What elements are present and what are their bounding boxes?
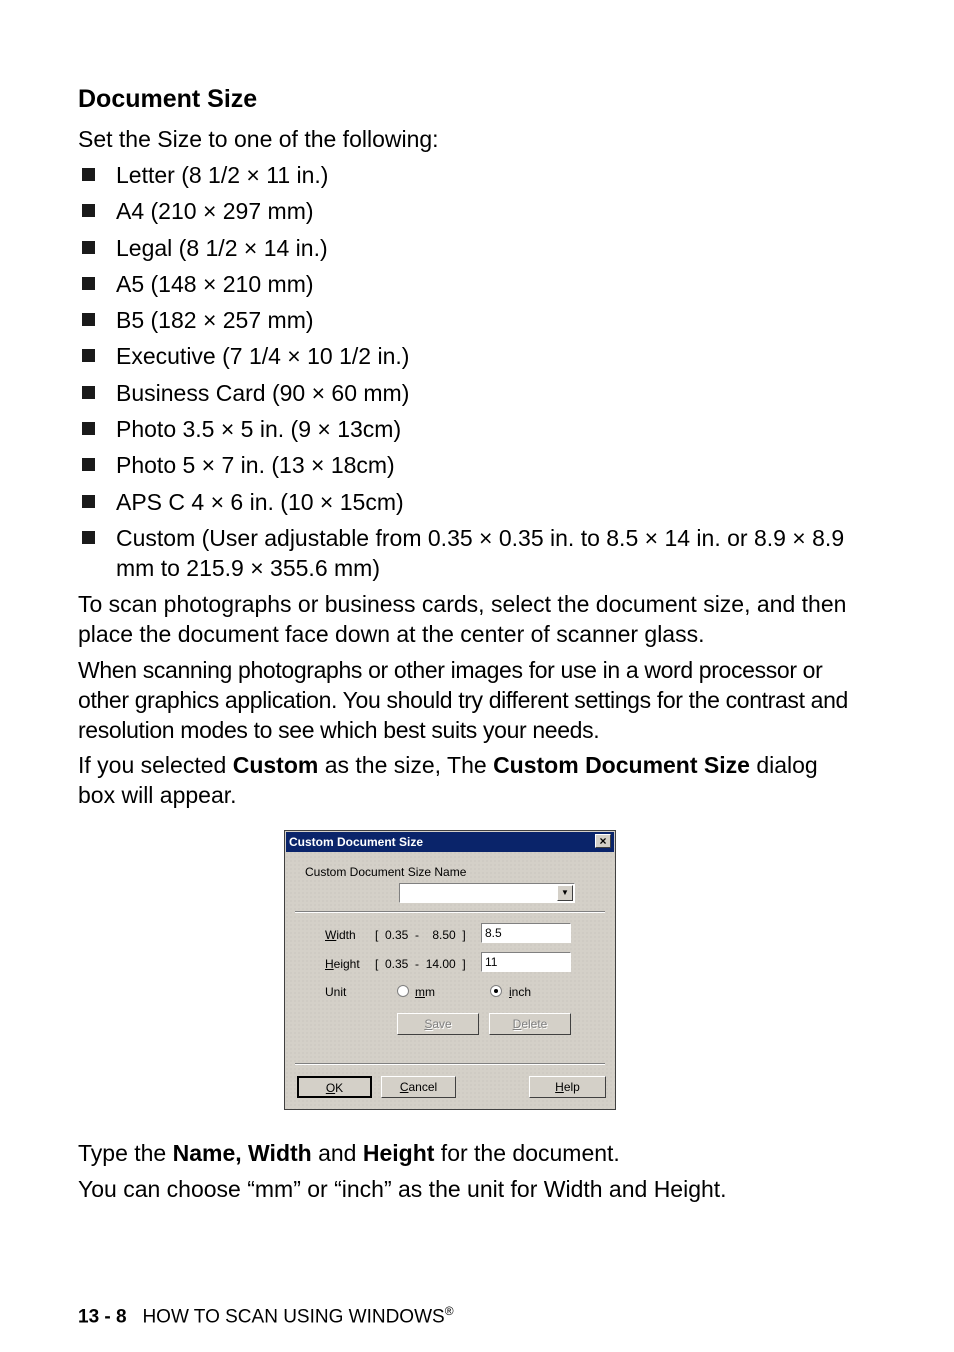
bullet-icon	[82, 349, 95, 362]
name-combobox[interactable]	[399, 883, 575, 903]
section-name: HOW TO SCAN USING WINDOWS	[142, 1306, 445, 1328]
bullet-icon	[82, 531, 95, 544]
unit-mm-label: mm	[415, 985, 435, 999]
divider	[295, 911, 605, 913]
list-item: Business Card (90 × 60 mm)	[78, 378, 858, 408]
unit-label: Unit	[325, 985, 347, 999]
list-item: Custom (User adjustable from 0.35 × 0.35 in. to 8.5 × 14 in. or 8.9 × 8.9 mm to 215.9 × 355.6 mm)	[78, 523, 858, 583]
section-heading: Document Size	[78, 85, 258, 113]
bullet-icon	[82, 386, 95, 399]
list-item: Photo 3.5 × 5 in. (9 × 13cm)	[78, 414, 858, 444]
list-item: APS C 4 × 6 in. (10 × 15cm)	[78, 487, 858, 517]
width-range: [ 0.35 - 8.50 ]	[375, 928, 466, 942]
photos-paragraph: To scan photographs or business cards, select the document size, and then place the document face down at the center of scanner glass.	[78, 591, 847, 647]
custom-document-size-dialog	[284, 830, 616, 1110]
height-input[interactable]: 11	[481, 952, 571, 972]
custom-paragraph: If you selected Custom as the size, The Custom Document Size dialog box will appear.	[78, 752, 818, 808]
units-paragraph: You can choose “mm” or “inch” as the unit for Width and Height.	[78, 1176, 727, 1202]
list-item: A5 (148 × 210 mm)	[78, 269, 858, 299]
height-range: [ 0.35 - 14.00 ]	[375, 957, 466, 971]
dialog-title-bar	[286, 832, 614, 852]
save-button[interactable]: Save	[397, 1013, 479, 1035]
height-label: Height	[325, 957, 360, 971]
name-label: Custom Document Size Name	[305, 865, 467, 879]
chevron-down-icon[interactable]: ▼	[557, 885, 573, 901]
list-item: Letter (8 1/2 × 11 in.)	[78, 160, 858, 190]
list-item: B5 (182 × 257 mm)	[78, 305, 858, 335]
type-paragraph: Type the Name, Width and Height for the document.	[78, 1140, 620, 1166]
registered-mark: ®	[444, 1304, 454, 1318]
unit-mm-radio[interactable]	[397, 985, 409, 997]
bullet-icon	[82, 241, 95, 254]
width-input[interactable]: 8.5	[481, 923, 571, 943]
bullet-icon	[82, 458, 95, 471]
unit-inch-label: inch	[509, 985, 532, 999]
size-list	[78, 160, 858, 589]
list-item: Executive (7 1/4 × 10 1/2 in.)	[78, 341, 858, 371]
bullet-icon	[82, 313, 95, 326]
divider	[295, 1063, 605, 1065]
bullet-icon	[82, 168, 95, 181]
list-item: A4 (210 × 297 mm)	[78, 196, 858, 226]
cancel-button[interactable]: Cancel	[381, 1076, 456, 1098]
bullet-icon	[82, 277, 95, 290]
delete-button[interactable]: Delete	[489, 1013, 571, 1035]
close-icon[interactable]: ×	[595, 834, 611, 848]
width-label: Width	[325, 928, 356, 942]
list-item: Photo 5 × 7 in. (13 × 18cm)	[78, 450, 858, 480]
page-footer	[78, 1299, 454, 1329]
intro-text: Set the Size to one of the following:	[78, 126, 439, 152]
dialog-title: Custom Document Size	[289, 835, 424, 849]
bullet-icon	[82, 495, 95, 508]
bullet-icon	[82, 204, 95, 217]
scanning-paragraph: When scanning photographs or other images for use in a word processor or other graphics application. You should try different settings for the contrast and resolution modes to see which best suits your needs.	[78, 657, 848, 743]
page-number: 13 - 8	[78, 1306, 127, 1328]
list-item: Legal (8 1/2 × 14 in.)	[78, 233, 858, 263]
help-button[interactable]: Help	[529, 1076, 606, 1098]
ok-button[interactable]: OK	[297, 1076, 372, 1098]
bullet-icon	[82, 422, 95, 435]
unit-inch-radio[interactable]	[490, 985, 502, 997]
